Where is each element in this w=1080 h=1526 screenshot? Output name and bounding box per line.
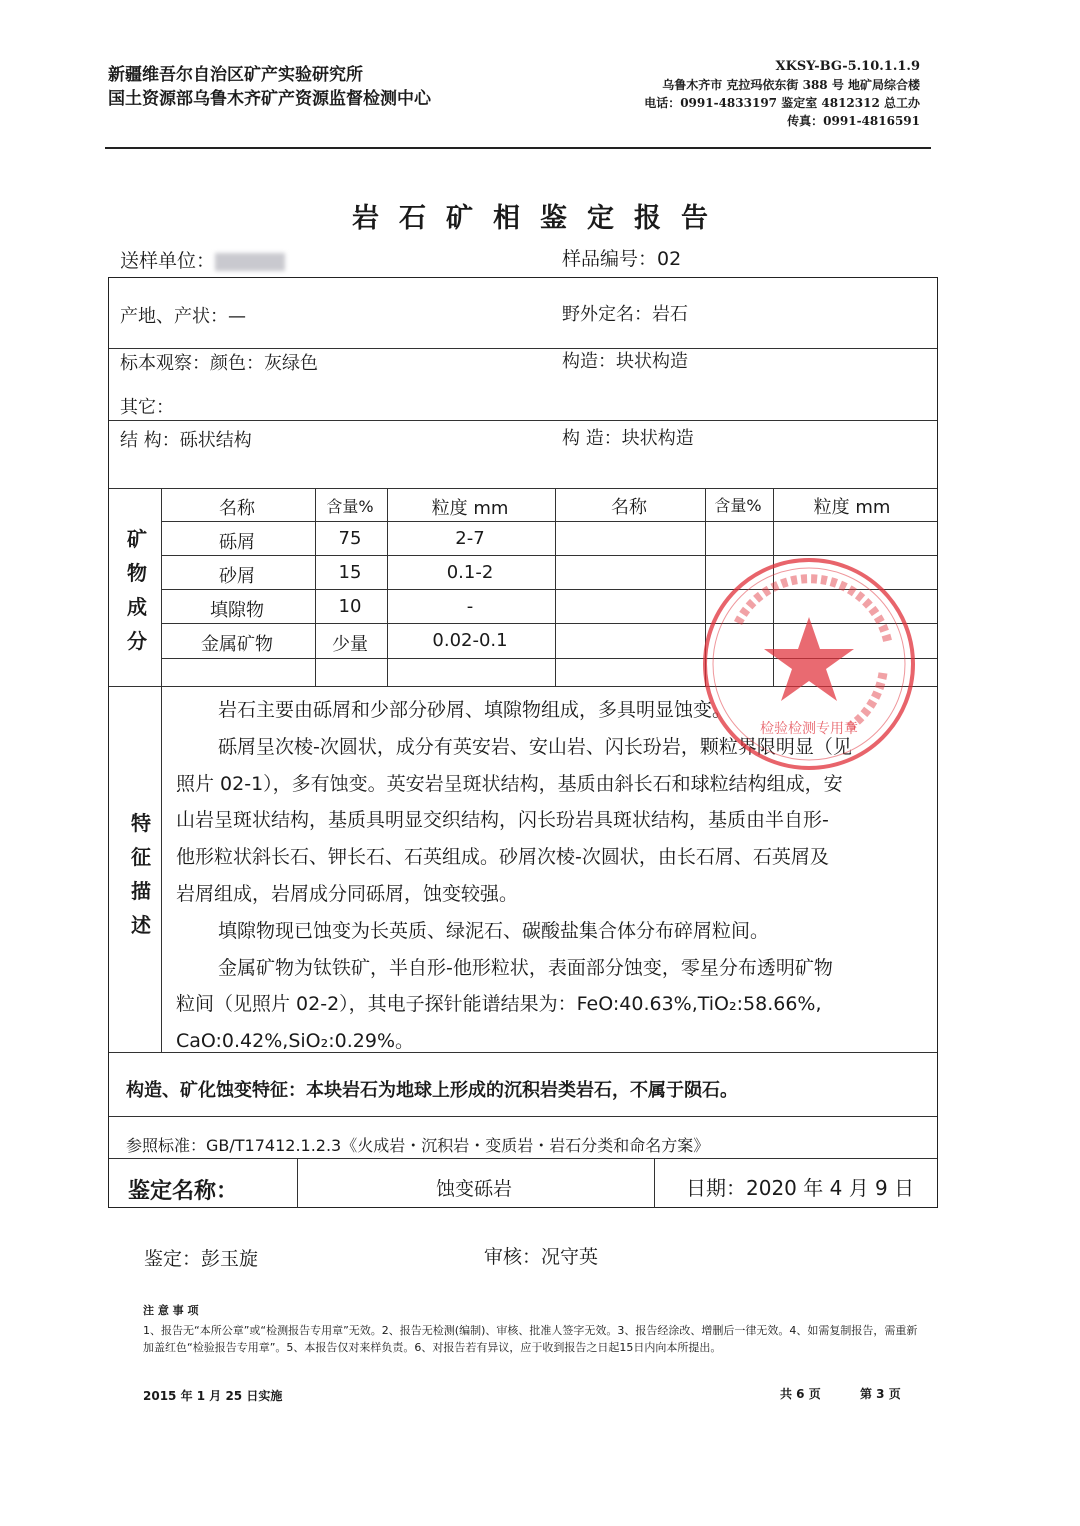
specimen-observation: 标本观察：颜色：灰绿色 — [120, 353, 318, 374]
desc-line: 填隙物现已蚀变为长英质、绿泥石、碳酸盐集合体分布碎屑粒间。 — [218, 919, 770, 942]
desc-line: 金属矿物为钛铁矿，半自形-他形粒状，表面部分蚀变，零星分布透明矿物 — [218, 956, 833, 979]
divider — [109, 1158, 937, 1159]
divider — [109, 488, 937, 489]
header-contact — [644, 58, 920, 130]
sample-number: 样品编号：02 — [562, 248, 682, 270]
desc-line: 粒间（见照片 02-2），其电子探针能谱结果为：FeO:40.63%,TiO₂:58.66%, — [176, 993, 822, 1016]
inspection-seal-icon — [698, 553, 920, 775]
divider — [315, 488, 316, 686]
doc-code: XKSY-BG-5.10.1.1.9 — [775, 59, 920, 74]
report-title: 岩石矿相鉴定报告 — [352, 203, 728, 234]
mineral-content: 10 — [338, 596, 362, 617]
structure: 构 造：块状构造 — [562, 428, 694, 449]
effective-date: 2015 年 1 月 25 日实施 — [143, 1389, 283, 1403]
divider — [109, 420, 937, 421]
desc-line: 砾屑呈次棱-次圆状，成分有英安岩、安山岩、闪长玢岩，颗粒界限明显（见 — [218, 735, 852, 758]
fax: 传真：0991-4816591 — [787, 114, 920, 128]
divider — [654, 1158, 655, 1208]
header-content: 含量% — [326, 497, 374, 516]
desc-line: 山岩呈斑状结构，基质具明显交织结构，闪长玢岩具斑状结构，基质由半自形- — [176, 809, 829, 832]
notes-title: 注 意 事 项 — [143, 1304, 199, 1317]
mineral-size: - — [466, 596, 474, 617]
mineral-name: 砂屑 — [219, 566, 255, 587]
other: 其它： — [120, 397, 174, 418]
desc-line: 照片 02-1），多有蚀变。英安岩呈斑状结构，基质由斜长石和球粒结构组成，安 — [176, 772, 843, 795]
mineral-name: 砾屑 — [219, 532, 255, 553]
sender-label: 送样单位： — [120, 250, 216, 272]
identified-name: 蚀变砾岩 — [435, 1178, 512, 1200]
desc-line: CaO:0.42%,SiO₂:0.29%。 — [176, 1030, 415, 1053]
reviewer: 审核：况守英 — [484, 1246, 599, 1268]
desc-line: 他形粒状斜长石、钾长石、石英组成。砂屑次棱-次圆状，由长石屑、石英屑及 — [176, 846, 829, 869]
seal-text: 检验检测专用章 — [760, 721, 858, 737]
sender-unit — [120, 246, 285, 273]
organization-name — [108, 63, 431, 111]
field-name: 野外定名：岩石 — [562, 304, 688, 325]
origin: 产地、产状：— — [120, 306, 246, 327]
notes-text: 1、报告无“本所公章”或“检测报告专用章”无效。2、报告无检测(编制)、审核、批准人签字无效。3、报告经涂改、增删后一律无效。4、如需复制报告，需重新加盖红色“检验报告专用章”。5、本报告仅对来样负责。6、对报告若有异议，应于收到报告之日起15日内向本所提出。 — [143, 1324, 918, 1354]
identified-name-label: 鉴定名称： — [128, 1179, 239, 1204]
texture: 结 构：砾状结构 — [120, 430, 252, 451]
mineral-content: 少量 — [332, 634, 368, 655]
address: 乌鲁木齐市 克拉玛依东街 388 号 地矿局综合楼 — [662, 78, 920, 92]
header-size-2: 粒度 mm — [813, 497, 891, 518]
org-line-1: 新疆维吾尔自治区矿产实验研究所 — [108, 65, 363, 85]
identifier: 鉴定：彭玉旋 — [144, 1248, 259, 1270]
mineral-size: 0.02-0.1 — [432, 630, 508, 651]
header-name: 名称 — [219, 498, 255, 519]
divider — [109, 1116, 937, 1117]
header-size: 粒度 mm — [431, 498, 509, 519]
desc-line: 岩石主要由砾屑和少部分砂屑、填隙物组成，多具明显蚀变。 — [218, 699, 732, 721]
report-date: 日期：2020 年 4 月 9 日 — [686, 1176, 915, 1200]
redacted-sender — [215, 253, 285, 271]
notes — [143, 1302, 923, 1356]
mineral-section-label: 矿 物 成 分 — [127, 527, 147, 653]
phone: 电话：0991-4833197 鉴定室 4812312 总工办 — [644, 96, 920, 110]
mineral-size: 2-7 — [455, 528, 485, 549]
mineral-name: 填隙物 — [210, 600, 264, 621]
header-divider — [105, 147, 931, 149]
feature-section-label: 特 征 描 述 — [131, 811, 151, 937]
page-number: 第 3 页 — [860, 1387, 901, 1401]
mineral-content: 15 — [338, 562, 362, 583]
reference-standard: 参照标准：GB/T17412.1.2.3《火成岩・沉积岩・变质岩・岩石分类和命名方案》 — [126, 1136, 710, 1155]
divider — [161, 521, 937, 522]
total-pages: 共 6 页 — [780, 1387, 821, 1401]
header-name-2: 名称 — [611, 497, 647, 518]
mineral-name: 金属矿物 — [201, 634, 273, 655]
alteration-features: 构造、矿化蚀变特征：本块岩石为地球上形成的沉积岩类岩石，不属于陨石。 — [126, 1080, 738, 1101]
header-content-2: 含量% — [714, 496, 762, 515]
structure-observation: 构造：块状构造 — [562, 351, 688, 372]
org-line-2: 国土资源部乌鲁木齐矿产资源监督检测中心 — [108, 89, 431, 109]
mineral-content: 75 — [338, 528, 362, 549]
mineral-size: 0.1-2 — [446, 562, 494, 583]
desc-line: 岩屑组成，岩屑成分同砾屑，蚀变较强。 — [176, 882, 519, 905]
